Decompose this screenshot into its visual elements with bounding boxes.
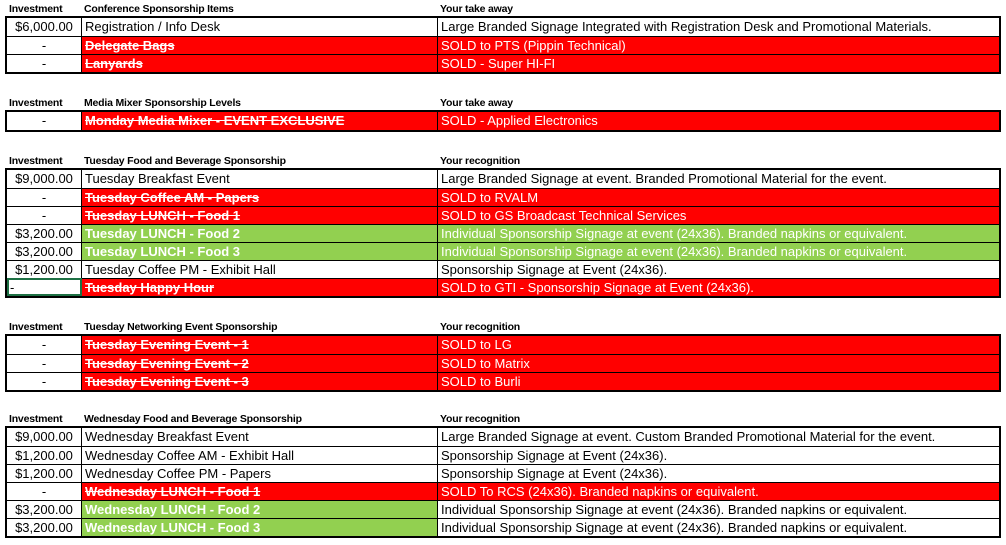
item-cell[interactable]: Tuesday LUNCH - Food 1 xyxy=(85,208,241,223)
header-recognition[interactable]: Your recognition xyxy=(440,413,521,425)
price-cell[interactable]: - xyxy=(7,482,82,500)
header-recognition[interactable]: Your recognition xyxy=(440,321,521,333)
item-cell[interactable]: Tuesday Evening Event - 3 xyxy=(85,374,249,389)
description-cell[interactable]: SOLD to RVALM xyxy=(438,188,999,206)
table-row xyxy=(7,206,999,224)
item-cell[interactable]: Wednesday LUNCH - Food 1 xyxy=(85,484,261,499)
table-row xyxy=(7,18,999,36)
price-cell[interactable]: - xyxy=(7,206,82,224)
price-cell[interactable]: $3,200.00 xyxy=(7,518,82,536)
description-cell[interactable]: SOLD to PTS (Pippin Technical) xyxy=(438,36,999,54)
selected-price-cell[interactable]: - xyxy=(7,278,82,296)
table-row xyxy=(7,464,999,482)
table-row xyxy=(7,372,999,390)
table-row xyxy=(7,112,999,130)
item-cell[interactable]: Tuesday Evening Event - 2 xyxy=(85,356,249,371)
price-cell[interactable]: - xyxy=(7,54,82,72)
item-cell[interactable]: Tuesday LUNCH - Food 3 xyxy=(82,242,438,260)
item-cell[interactable]: Lanyards xyxy=(85,56,143,71)
spacer xyxy=(5,132,1001,152)
section-media-mixer xyxy=(5,94,1001,132)
price-cell[interactable]: $3,200.00 xyxy=(7,224,82,242)
sponsorship-table xyxy=(5,334,1001,392)
description-cell[interactable]: Large Branded Signage Integrated with Registration Desk and Promotional Materials. xyxy=(441,19,932,34)
table-row xyxy=(7,446,999,464)
price-cell[interactable]: $1,200.00 xyxy=(7,464,82,482)
price-cell[interactable]: $3,200.00 xyxy=(7,500,82,518)
sponsorship-table xyxy=(5,110,1001,132)
description-cell[interactable]: Individual Sponsorship Signage at event (24x36). Branded napkins or equivalent. xyxy=(438,500,999,518)
table-row xyxy=(7,170,999,188)
header-investment[interactable]: Investment xyxy=(9,321,63,333)
item-cell[interactable]: Tuesday Coffee AM - Papers xyxy=(85,190,260,205)
table-row xyxy=(7,278,999,296)
section-header xyxy=(5,318,1001,334)
price-cell[interactable]: - xyxy=(7,354,82,372)
price-cell[interactable]: $1,200.00 xyxy=(7,446,82,464)
section-conference xyxy=(5,0,1001,74)
item-cell[interactable]: Monday Media Mixer - EVENT EXCLUSIVE xyxy=(85,113,345,128)
price-cell[interactable]: $3,200.00 xyxy=(7,242,82,260)
price-cell[interactable]: - xyxy=(7,36,82,54)
sponsorship-table xyxy=(5,426,1001,538)
table-row xyxy=(7,242,999,260)
item-cell[interactable]: Tuesday Evening Event - 1 xyxy=(85,337,249,352)
item-cell[interactable]: Registration / Info Desk xyxy=(82,18,438,36)
header-investment[interactable]: Investment xyxy=(9,413,63,425)
table-row xyxy=(7,482,999,500)
price-cell[interactable]: $6,000.00 xyxy=(7,18,82,36)
sponsorship-table xyxy=(5,168,1001,298)
item-cell[interactable]: Wednesday Coffee AM - Exhibit Hall xyxy=(82,446,438,464)
description-cell[interactable]: Large Branded Signage at event. Branded Promotional Material for the event. xyxy=(441,171,887,186)
item-cell[interactable]: Wednesday LUNCH - Food 2 xyxy=(82,500,438,518)
spacer xyxy=(5,74,1001,94)
header-takeaway[interactable]: Your take away xyxy=(440,97,513,109)
item-cell[interactable]: Tuesday Coffee PM - Exhibit Hall xyxy=(82,260,438,278)
header-item[interactable]: Tuesday Networking Event Sponsorship xyxy=(84,321,278,333)
section-header xyxy=(5,410,1001,426)
spacer xyxy=(5,392,1001,410)
spreadsheet xyxy=(5,0,1001,538)
price-cell[interactable]: $9,000.00 xyxy=(7,170,82,188)
description-cell[interactable]: Large Branded Signage at event. Custom Branded Promotional Material for the event. xyxy=(441,429,936,444)
description-cell[interactable]: Sponsorship Signage at Event (24x36). xyxy=(438,446,999,464)
header-investment[interactable]: Investment xyxy=(9,97,63,109)
table-row xyxy=(7,260,999,278)
section-wednesday-food xyxy=(5,410,1001,538)
item-cell[interactable]: Delegate Bags xyxy=(85,38,175,53)
description-cell[interactable]: Individual Sponsorship Signage at event (24x36). Branded napkins or equivalent. xyxy=(438,224,999,242)
section-header xyxy=(5,152,1001,168)
table-row xyxy=(7,36,999,54)
description-cell[interactable]: SOLD to Matrix xyxy=(438,354,999,372)
table-row xyxy=(7,336,999,354)
price-cell[interactable]: - xyxy=(7,336,82,354)
description-cell[interactable]: SOLD - Super HI-FI xyxy=(438,54,999,72)
description-cell[interactable]: SOLD to GTI - Sponsorship Signage at Event (24x36). xyxy=(438,278,999,296)
description-cell[interactable]: SOLD - Applied Electronics xyxy=(438,112,999,130)
header-takeaway[interactable]: Your take away xyxy=(440,3,513,15)
price-cell[interactable]: $9,000.00 xyxy=(7,428,82,446)
description-cell[interactable]: Individual Sponsorship Signage at event (24x36). Branded napkins or equivalent. xyxy=(438,242,999,260)
description-cell[interactable]: Sponsorship Signage at Event (24x36). xyxy=(438,260,999,278)
section-header xyxy=(5,0,1001,16)
table-row xyxy=(7,518,999,536)
price-cell[interactable]: - xyxy=(7,372,82,390)
description-cell[interactable]: SOLD to Burli xyxy=(438,372,999,390)
price-cell[interactable]: $1,200.00 xyxy=(7,260,82,278)
table-row xyxy=(7,224,999,242)
section-tuesday-food xyxy=(5,152,1001,298)
section-tuesday-networking xyxy=(5,318,1001,392)
header-investment[interactable]: Investment xyxy=(9,155,63,167)
header-investment[interactable]: Investment xyxy=(9,3,63,15)
description-cell[interactable]: SOLD To RCS (24x36). Branded napkins or equivalent. xyxy=(438,482,999,500)
item-cell[interactable]: Tuesday Breakfast Event xyxy=(82,170,438,188)
price-cell[interactable]: - xyxy=(7,188,82,206)
header-item[interactable]: Tuesday Food and Beverage Sponsorship xyxy=(84,155,286,167)
table-row xyxy=(7,500,999,518)
description-cell[interactable]: SOLD to LG xyxy=(438,336,999,354)
item-cell[interactable]: Tuesday Happy Hour xyxy=(85,280,215,295)
spacer xyxy=(5,298,1001,318)
header-item[interactable]: Conference Sponsorship Items xyxy=(84,3,234,15)
table-row xyxy=(7,188,999,206)
section-header xyxy=(5,94,1001,110)
sponsorship-table xyxy=(5,16,1001,74)
description-cell[interactable]: Individual Sponsorship Signage at event (24x36). Branded napkins or equivalent. xyxy=(438,518,999,536)
item-cell[interactable]: Tuesday LUNCH - Food 2 xyxy=(82,224,438,242)
price-cell[interactable]: - xyxy=(7,112,82,130)
item-cell[interactable]: Wednesday LUNCH - Food 3 xyxy=(82,518,438,536)
item-cell[interactable]: Wednesday Coffee PM - Papers xyxy=(82,464,438,482)
description-cell[interactable]: SOLD to GS Broadcast Technical Services xyxy=(438,206,999,224)
description-cell[interactable]: Sponsorship Signage at Event (24x36). xyxy=(438,464,999,482)
header-item[interactable]: Media Mixer Sponsorship Levels xyxy=(84,97,241,109)
item-cell[interactable]: Wednesday Breakfast Event xyxy=(82,428,438,446)
table-row xyxy=(7,428,999,446)
header-recognition[interactable]: Your recognition xyxy=(440,155,521,167)
table-row xyxy=(7,54,999,72)
header-item[interactable]: Wednesday Food and Beverage Sponsorship xyxy=(84,413,302,425)
table-row xyxy=(7,354,999,372)
